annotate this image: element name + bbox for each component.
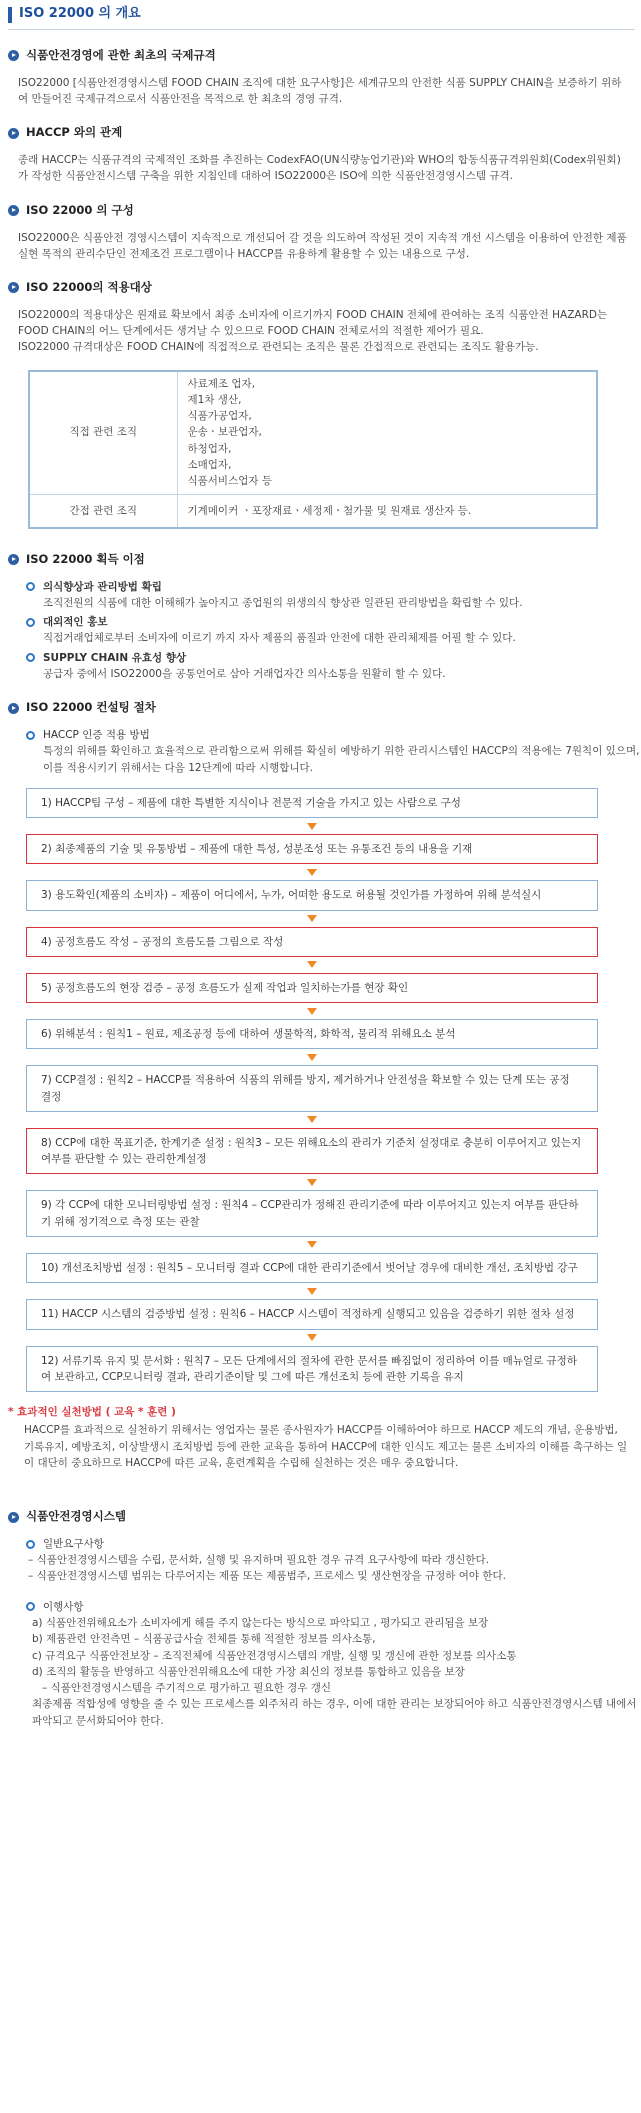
play-bullet-icon [8, 703, 19, 714]
step-text: 3) 용도확인(제품의 소비자) – 제품이 어디에서, 누가, 어떠한 용도로 허용될 것인가를 가정하여 위해 분석실시 [41, 889, 542, 902]
down-arrow-icon [26, 864, 598, 880]
flow-step [26, 1299, 598, 1329]
circle-bullet-icon [26, 582, 35, 591]
step-text: 12) 서류기록 유지 및 문서화 : 원칙7 – 모든 단계에서의 절차에 관한 문서를 빠짐없이 정리하여 이를 매뉴얼로 규정하여 보관하고, CCP모니터링 결과, 관리기준이탈 및 그에 따른 개선조치 등에 관한 기록을 유지 [41, 1354, 577, 1383]
note-star: * [8, 1406, 14, 1419]
flow-step [26, 1065, 598, 1112]
section-heading-consulting [8, 699, 641, 717]
section-body [8, 307, 641, 356]
down-arrow-icon [26, 1237, 598, 1253]
section-heading-composition [8, 202, 641, 220]
table-row [29, 494, 597, 528]
implementation-line: – 식품안전경영시스템을 주기적으로 평가하고 필요한 경우 갱신 [42, 1682, 331, 1695]
row-label: 간접 관련 조직 [29, 494, 177, 528]
flow-step [26, 1190, 598, 1237]
note-label: 효과적인 실천방법 [17, 1406, 102, 1419]
step-text: 7) CCP결정 : 원칙2 – HACCP를 적용하여 식품의 위해를 방지, 제거하거나 안전성을 확보할 수 있는 단계 또는 공정 결정 [41, 1074, 570, 1103]
row-values [177, 371, 597, 494]
step-text: 11) HACCP 시스템의 검증방법 설정 : 원칙6 – HACCP 시스템이 적정하게 실행되고 있음을 검증하기 위한 절차 설정 [41, 1308, 575, 1321]
list-item [26, 614, 641, 647]
table-row [29, 371, 597, 494]
section-heading-fsms [8, 1508, 641, 1526]
page-title: ISO 22000 의 개요 [19, 6, 141, 22]
play-bullet-icon [8, 282, 19, 293]
haccp-steps-flow [26, 788, 598, 1392]
table-cell-line: 식품서비스업자 등 [187, 475, 272, 488]
implementation-line: a) 식품안전위해요소가 소비자에게 해를 주지 않는다는 방식으로 파악되고 , 평가되고 관리됨을 보장 [32, 1616, 489, 1629]
sub-title: HACCP 인증 적용 방법 [43, 728, 150, 741]
flow-step [26, 973, 598, 1003]
section-heading-scope [8, 279, 641, 297]
section-heading-first-standard [8, 47, 641, 65]
circle-bullet-icon [26, 1602, 35, 1611]
section-text: ISO22000의 적용대상은 원재료 확보에서 최종 소비자에 이르기까지 FOOD CHAIN 전체에 관여하는 조직 식품안전 HAZARD는 FOOD CHAIN의 어느 단계에서든 생겨날 수 있으므로 FOOD CHAIN 전체로서의 적절한 제어가 필요. [18, 308, 608, 338]
requirement-line: – 식품안전경영시스템 범위는 다루어지는 제품 또는 제품범주, 프로세스 및 생산현장을 규정하 여야 한다. [28, 1570, 506, 1583]
section-text: ISO22000 [식품안전경영시스템 FOOD CHAIN 조직에 대한 요구사항]은 세계규모의 안전한 식품 SUPPLY CHAIN을 보증하기 위하여 만들어진 국제규격으로서 식품안전을 목적으로 한 최초의 경영 규격. [18, 76, 622, 106]
section-title: ISO 22000 획득 이점 [26, 551, 145, 566]
benefit-desc: 조직전원의 식품에 대한 이해해가 높아지고 종업원의 위생의식 향상관 일관된 관리방법을 확립할 수 있다. [43, 596, 523, 609]
table-cell-line: 제1차 생산, [187, 393, 242, 406]
benefit-list [8, 579, 641, 683]
down-arrow-icon [26, 911, 598, 927]
flow-step [26, 1128, 598, 1175]
step-text: 4) 공정흐름도 작성 – 공정의 흐름도를 그림으로 작성 [41, 935, 284, 948]
benefit-title: 의식향상과 관리방법 확립 [43, 580, 162, 593]
benefit-title: SUPPLY CHAIN 유효성 향상 [43, 651, 187, 664]
circle-bullet-icon [26, 618, 35, 627]
flow-step [26, 880, 598, 910]
play-bullet-icon [8, 1512, 19, 1523]
flow-step [26, 788, 598, 818]
flow-step [26, 1253, 598, 1283]
step-text: 9) 각 CCP에 대한 모니터링방법 설정 : 원칙4 – CCP관리가 정해진 관리기준에 따라 이루어지고 있는지 여부를 판단하기 위해 정기적으로 측정 또는 관찰 [41, 1199, 579, 1228]
table-cell-line: 운송ㆍ보관업자, [187, 426, 262, 439]
benefit-desc: 직접거래업체로부터 소비자에 이르기 까지 자사 제품의 품질과 안전에 대한 관리체제를 어필 할 수 있다. [43, 632, 516, 645]
down-arrow-icon [26, 1330, 598, 1346]
section-title: ISO 22000의 적용대상 [26, 280, 152, 295]
section-text: 종래 HACCP는 식품규격의 국제적인 조화를 추진하는 CodexFAO(UN식량농업기관)와 WHO의 합동식품규격위원회(Codex위원회)가 작성한 식품안전시스템 구축을 위한 지침인데 대하여 ISO22000은 ISO에 의한 식품안전경영시스템 규격. [18, 154, 621, 183]
section-title: ISO 22000 컨설팅 절차 [26, 700, 156, 715]
section-heading-haccp-relation [8, 124, 641, 142]
down-arrow-icon [26, 1174, 598, 1190]
list-item [26, 650, 641, 683]
down-arrow-icon [26, 1049, 598, 1065]
step-text: 8) CCP에 대한 목표기준, 한계기준 설정 : 원칙3 – 모든 위해요소의 관리가 기준치 설정대로 충분히 이루어지고 있는지 여부를 판단할 수 있는 관리한계설정 [41, 1136, 582, 1166]
table-cell-line: 하청업자, [187, 442, 232, 455]
flow-step [26, 927, 598, 957]
section-title: 식품안전경영시스템 [26, 1509, 126, 1524]
down-arrow-icon [26, 1283, 598, 1299]
step-text: 6) 위해분석 : 원칙1 – 원료, 제조공정 등에 대하여 생물학적, 화학적, 물리적 위해요소 분석 [41, 1028, 456, 1041]
title-marker [8, 7, 12, 23]
section-body [8, 152, 641, 185]
sub-title: 이행사항 [43, 1600, 84, 1613]
page-title-bar [8, 0, 635, 30]
step-text: 1) HACCP팀 구성 – 제품에 대한 특별한 지식이나 전문적 기술을 가지고 있는 사람으로 구성 [41, 796, 461, 809]
implementation-line: d) 조직의 활동을 반영하고 식품안전위해요소에 대한 가장 최신의 정보를 통합하고 있음을 보장 [32, 1665, 465, 1678]
table-cell-line: 기계메이커 ㆍ포장재료ㆍ세정제ㆍ첨가물 및 원재료 생산자 등. [187, 504, 472, 517]
down-arrow-icon [26, 1003, 598, 1019]
circle-bullet-icon [26, 731, 35, 740]
down-arrow-icon [26, 957, 598, 973]
note-title [8, 1404, 641, 1420]
section-title: 식품안전경영에 관한 최초의 국제규격 [26, 48, 216, 62]
note-desc: HACCP를 효과적으로 실천하기 위해서는 영업자는 물론 종사원자가 HACCP를 이해하여야 하므로 HACCP 제도의 개념, 운용방법, 기록유지, 예방조치, 이상발생시 조치방법 등에 관한 교육을 통하여 HACCP에 대한 인식도 제고는 물론 소비자의 이해를 촉구하는 일이 대단히 중요하므로 HACCP에 따른 교육, 훈련계획을 수립해 실천하는 것은 매우 중요합니다. [24, 1424, 628, 1469]
section-body [8, 75, 641, 108]
benefit-title: 대외적인 홍보 [43, 616, 108, 629]
play-bullet-icon [8, 50, 19, 61]
play-bullet-icon [8, 554, 19, 565]
step-text: 2) 최종제품의 기술 및 유통방법 – 제품에 대한 특성, 성분조성 또는 유통조건 등의 내용을 기재 [41, 843, 473, 856]
play-bullet-icon [8, 205, 19, 216]
play-bullet-icon [8, 128, 19, 139]
sub-title: 일반요구사항 [43, 1537, 104, 1550]
section-text: ISO22000은 식품안전 경영시스템이 지속적으로 개선되어 갈 것을 의도하여 작성된 것이 지속적 개선 시스템을 이용하여 안전한 제품실현 목적의 관리수단인 전제조건 프로그램이나 HACCP를 유용하게 활용할 수 있는 내용으로 구성. [18, 231, 627, 260]
table-cell-line: 사료제조 업자, [187, 377, 256, 390]
implementation-line: b) 제품관련 안전측면 – 식품공급사슬 전체를 통해 적절한 정보를 의사소통, [32, 1633, 376, 1646]
implementation-line: c) 규격요구 식품안전보장 – 조직전체에 식품안전경영시스템의 개발, 실행 및 갱신에 관한 정보를 의사소통 [32, 1649, 517, 1662]
note-sub: ( 교육 * 훈련 ) [105, 1406, 176, 1419]
flow-step [26, 1346, 598, 1393]
practice-note [8, 1404, 641, 1471]
table-cell-line: 소매업자, [187, 458, 232, 471]
section-heading-benefits [8, 551, 641, 569]
implementation-line: 최종제품 적합성에 영향을 줄 수 있는 프로세스를 외주처리 하는 경우, 이에 대한 관리는 보장되어야 하고 식품안전경영시스템 내에서 파악되고 문서화되어야 한다. [32, 1698, 637, 1727]
section-title: ISO 22000 의 구성 [26, 202, 134, 217]
row-label: 직접 관련 조직 [29, 371, 177, 494]
section-text: ISO22000 규격대상은 FOOD CHAIN에 직접적으로 관련되는 조직은 물론 간접적으로 관련되는 조직도 활용가능. [18, 341, 539, 354]
requirement-line: – 식품안전경영시스템을 수립, 문서화, 실행 및 유지하며 필요한 경우 규격 요구사항에 따라 갱신한다. [28, 1554, 490, 1567]
down-arrow-icon [26, 1112, 598, 1128]
circle-bullet-icon [26, 1540, 35, 1549]
list-item [26, 579, 641, 612]
scope-table [28, 370, 598, 529]
section-title: HACCP 와의 관계 [26, 125, 123, 140]
implementation-items [8, 1599, 641, 1729]
flow-step [26, 834, 598, 864]
row-values [177, 494, 597, 528]
general-requirements [8, 1536, 641, 1585]
section-body [8, 230, 641, 263]
sub-desc: 특정의 위해를 확인하고 효율적으로 관리함으로써 위해를 확실히 예방하기 위한 관리시스템인 HACCP의 적용에는 7원칙이 있으며, 이를 적용시키기 위해서는 다음 12단계에 따라 시행합니다. [43, 745, 640, 774]
step-text: 10) 개선조치방법 설정 : 원칙5 – 모니터링 결과 CCP에 대한 관리기준에서 벗어날 경우에 대비한 개선, 조치방법 강구 [41, 1261, 578, 1274]
step-text: 5) 공정흐름도의 현장 검증 – 공정 흐름도가 실제 작업과 일치하는가를 현장 확인 [41, 981, 409, 994]
haccp-method [8, 727, 641, 776]
benefit-desc: 공급자 중에서 ISO22000을 공통언어로 삼아 거래업자간 의사소통을 원활히 할 수 있다. [43, 667, 446, 680]
down-arrow-icon [26, 818, 598, 834]
circle-bullet-icon [26, 653, 35, 662]
table-cell-line: 식품가공업자, [187, 410, 252, 423]
flow-step [26, 1019, 598, 1049]
